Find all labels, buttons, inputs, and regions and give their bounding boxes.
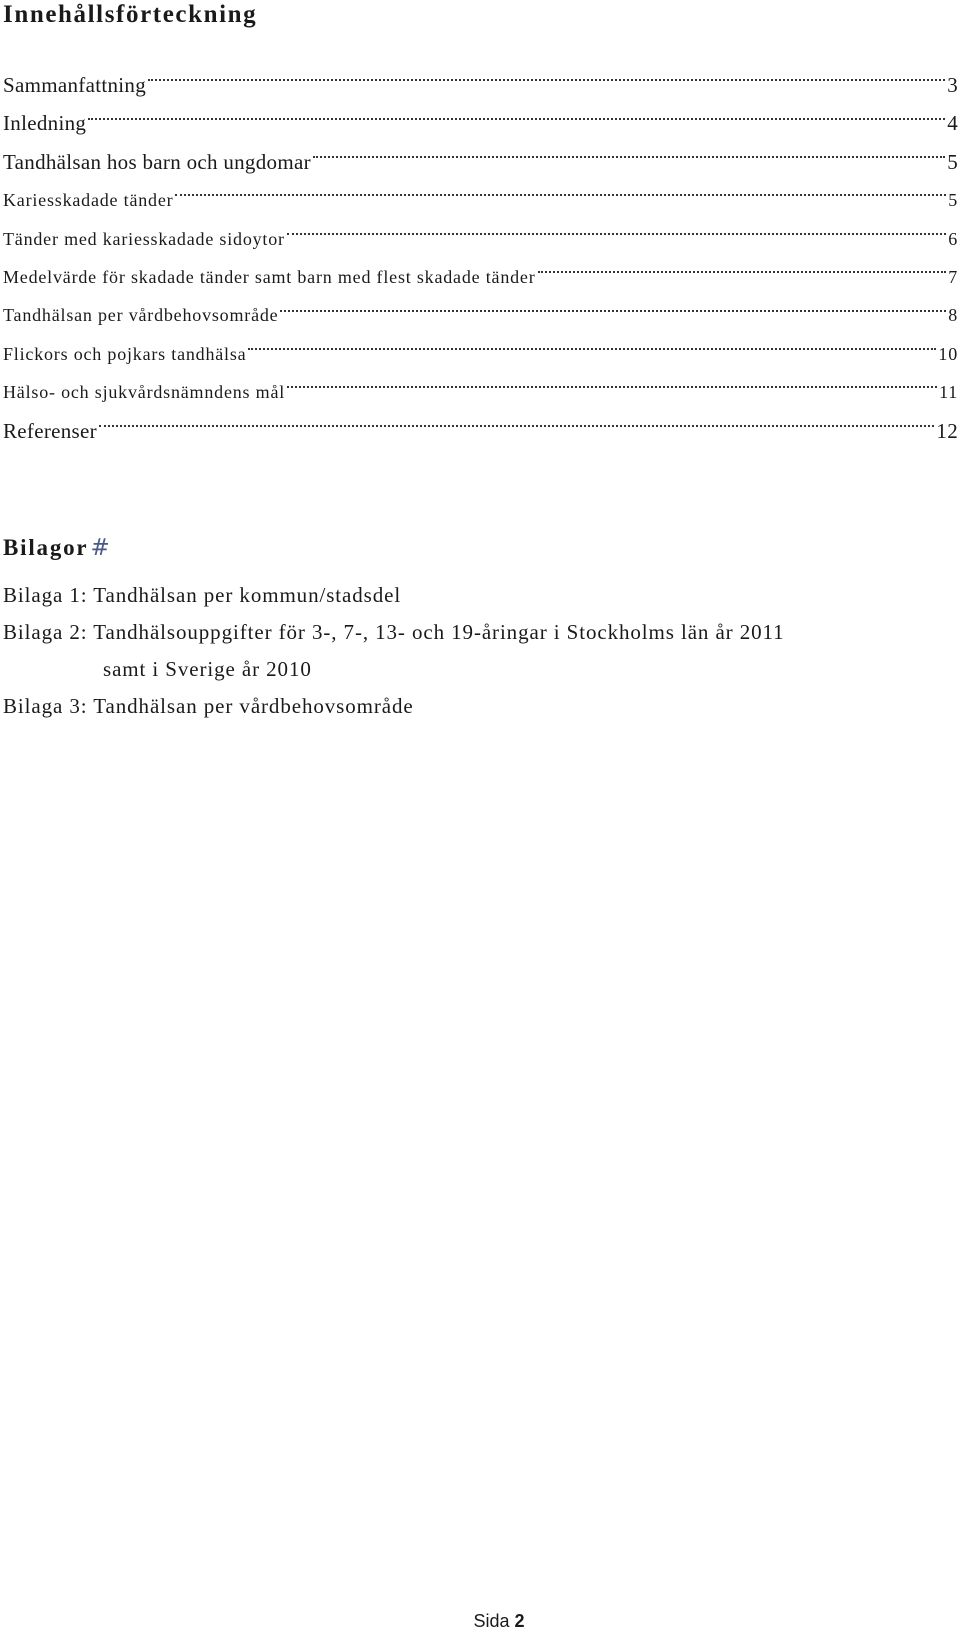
toc-entry-page: 11	[939, 382, 958, 403]
toc-dot-leader	[287, 233, 946, 235]
footer-page-number: 2	[514, 1611, 525, 1631]
toc-entry-title: Flickors och pojkars tandhälsa	[3, 343, 247, 364]
toc-dot-leader	[88, 118, 945, 120]
toc-dot-leader	[313, 156, 945, 158]
bilaga-item: Bilaga 2: Tandhälsouppgifter för 3-, 7-, 13- och 19-åringar i Stockholms län år 2011	[3, 620, 785, 644]
toc-list	[3, 66, 958, 450]
toc-entry[interactable]	[3, 412, 958, 450]
toc-entry[interactable]	[3, 258, 958, 296]
toc-entry-page: 8	[948, 305, 958, 326]
toc-dot-leader	[175, 194, 946, 196]
toc-heading: Innehållsförteckning	[3, 1, 258, 28]
toc-entry[interactable]	[3, 143, 958, 181]
toc-dot-leader	[148, 79, 945, 81]
bilaga-list	[3, 577, 958, 725]
toc-entry-title: Referenser	[3, 418, 97, 443]
toc-entry[interactable]	[3, 335, 958, 373]
toc-entry-page: 4	[947, 111, 958, 136]
toc-entry-page: 5	[948, 190, 958, 211]
toc-entry[interactable]	[3, 181, 958, 219]
toc-entry-page: 12	[936, 418, 958, 443]
bilagor-heading	[3, 533, 112, 563]
toc-entry-title: Tänder med kariesskadade sidoytor	[3, 228, 285, 249]
page-footer	[0, 1610, 960, 1632]
toc-entry-title: Inledning	[3, 111, 87, 136]
toc-dot-leader	[538, 271, 947, 273]
bilaga-item: Bilaga 3: Tandhälsan per vårdbehovsområde	[3, 694, 414, 718]
toc-entry[interactable]	[3, 104, 958, 142]
toc-entry-title: Tandhälsan hos barn och ungdomar	[3, 149, 311, 174]
toc-entry-title: Sammanfattning	[3, 73, 147, 97]
toc-dot-leader	[248, 348, 936, 350]
toc-dot-leader	[99, 425, 934, 427]
toc-dot-leader	[287, 386, 937, 388]
toc-entry[interactable]	[3, 296, 958, 334]
footer-page-label: Sida	[473, 1611, 510, 1631]
toc-entry[interactable]	[3, 220, 958, 258]
toc-entry[interactable]	[3, 66, 958, 104]
toc-entry-title: Medelvärde för skadade tänder samt barn med flest skadade tänder	[3, 266, 536, 287]
bilaga-item-continuation: samt i Sverige år 2010	[103, 657, 312, 681]
bilagor-heading-marker: #	[90, 535, 112, 561]
bilaga-item: Bilaga 1: Tandhälsan per kommun/stadsdel	[3, 583, 402, 607]
bilagor-heading-text: Bilagor	[3, 535, 89, 560]
toc-entry-page: 6	[948, 228, 958, 249]
toc-entry-page: 10	[938, 343, 958, 364]
toc-dot-leader	[280, 310, 946, 312]
toc-entry-title: Tandhälsan per vårdbehovsområde	[3, 305, 279, 326]
toc-entry[interactable]	[3, 373, 958, 411]
toc-entry-page: 3	[947, 73, 958, 97]
toc-entry-title: Kariesskadade tänder	[3, 190, 174, 211]
toc-entry-title: Hälso- och sjukvårdsnämndens mål	[3, 382, 286, 403]
toc-entry-page: 7	[948, 266, 958, 287]
toc-entry-page: 5	[947, 149, 958, 174]
